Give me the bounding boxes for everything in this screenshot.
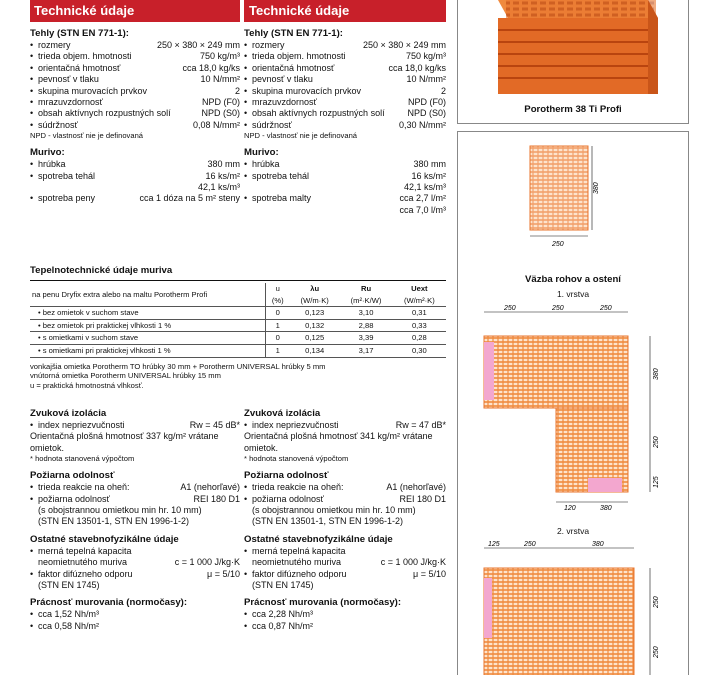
spec-row — [30, 546, 240, 557]
spec-value: 10 N/mm² — [200, 74, 240, 85]
table-notes — [30, 362, 446, 391]
col-unit: (%) — [265, 295, 290, 307]
spec-label — [30, 182, 38, 193]
spec-label: • hrúbka — [30, 159, 66, 170]
cell: 1 — [265, 319, 290, 332]
spec-row — [244, 120, 446, 131]
table-row — [30, 332, 446, 345]
spec-value: 2 — [440, 85, 446, 96]
spec-label: • trieda objem. hmotnosti — [30, 51, 132, 62]
fire-text: (s obojstrannou omietkou min hr. 10 mm) — [252, 505, 416, 516]
thermal-table — [30, 283, 446, 358]
spec-row — [244, 40, 446, 51]
dim-label: 380 — [653, 368, 660, 380]
col-unit: (m²·K/W) — [350, 295, 382, 305]
spec-value: Rw = 45 dB* — [189, 420, 240, 430]
dim-label: 250 — [504, 305, 516, 312]
brick-plan-drawing — [458, 132, 688, 262]
spec-value: 0,30 N/mm² — [398, 119, 446, 130]
dim-label: 250 — [653, 596, 660, 608]
spec-value: 250 × 380 × 249 mm — [156, 40, 240, 50]
spec-value: A1 (nehorľavé) — [180, 482, 240, 493]
table-note: vnútorná omietka Porotherm UNIVERSAL hrúbky 15 mm — [30, 371, 221, 381]
dim-label: 250 — [600, 305, 612, 312]
spec-value: cca 2,7 l/m² — [399, 193, 446, 204]
fire-title: Požiarna odolnosť — [30, 470, 115, 482]
spec-label: • spotreba tehál — [244, 171, 309, 182]
spec-row — [30, 482, 240, 493]
drawings-panel — [457, 131, 689, 675]
labor-value: • cca 0,58 Nh/m² — [30, 621, 99, 632]
spec-label: • faktor difúzneho odporu — [244, 569, 347, 580]
dim-label: 250 — [653, 646, 660, 658]
col-header: λu — [310, 284, 320, 293]
sound-text: Orientačná plošná hmotnosť 337 kg/m² vrátane omietok. — [30, 431, 219, 453]
spec-row — [244, 420, 446, 431]
spec-value: cca 1 dóza na 5 m² steny — [139, 193, 240, 204]
sound-title: Zvuková izolácia — [30, 408, 107, 419]
spec-value: μ = 5/10 — [207, 568, 240, 579]
bricks-title: Tehly (STN EN 771-1): — [244, 28, 343, 39]
spec-label: • hrúbka — [244, 159, 280, 170]
dim-label: 125 — [653, 476, 660, 488]
section-header: Technické údaje — [30, 0, 240, 22]
spec-label: • požiarna odolnosť — [244, 494, 324, 505]
spec-label: • orientačná hmotnosť — [244, 63, 334, 74]
spec-value: NPD (S0) — [407, 108, 446, 119]
table-row — [30, 307, 446, 320]
spec-value: 380 mm — [413, 159, 446, 170]
spec-row — [30, 182, 240, 193]
spec-label: • faktor difúzneho odporu — [30, 569, 133, 580]
cell: 0 — [265, 307, 290, 320]
cell: 0,123 — [290, 307, 339, 320]
spec-row — [30, 74, 240, 85]
col-header: Ru — [360, 284, 372, 293]
layer-2-drawing — [458, 538, 688, 675]
spec-row — [30, 51, 240, 62]
spec-value: 250 × 380 × 249 mm — [362, 40, 446, 50]
bricks-list — [244, 40, 446, 131]
table-row — [30, 319, 446, 332]
spec-label: • mrazuvzdornosť — [244, 97, 317, 108]
dim-label: 250 — [653, 436, 660, 448]
spec-row — [244, 97, 446, 108]
row-label: • s omietkami pri praktickej vlhkosti 1 % — [30, 344, 265, 357]
corner-title: Väzba rohov a ostení — [525, 274, 621, 285]
spec-label: • spotreba tehál — [30, 171, 95, 182]
labor-value: • cca 2,28 Nh/m³ — [244, 609, 313, 620]
labor-title: Prácnosť murovania (normočasy): — [30, 597, 188, 609]
table-note: u = praktická hmotnostná vlhkosť. — [30, 381, 144, 391]
fire-title: Požiarna odolnosť — [244, 470, 329, 482]
spec-label: neomietnutého muriva — [38, 557, 128, 568]
table-row — [30, 344, 446, 357]
dim-label: 120 — [564, 505, 576, 512]
dim-label-380: 380 — [593, 182, 600, 194]
spec-row — [30, 193, 240, 204]
spec-value: 750 kg/m³ — [199, 51, 240, 62]
cell: 0 — [265, 332, 290, 345]
spec-value: 16 ks/m² — [205, 170, 240, 181]
spec-row — [30, 171, 240, 182]
spec-value: NPD (F0) — [408, 97, 446, 108]
spec-row — [244, 51, 446, 62]
cell: 2,88 — [339, 319, 392, 332]
spec-label: • trieda reakcie na oheň: — [244, 482, 344, 493]
spec-label: • súdržnosť — [30, 120, 78, 131]
masonry-list — [30, 159, 240, 205]
spec-value: REI 180 D1 — [399, 493, 446, 504]
labor-value: • cca 1,52 Nh/m³ — [30, 609, 99, 620]
npd-note: NPD - vlastnosť nie je definovaná — [244, 131, 358, 141]
spec-label: • pevnosť v tlaku — [244, 74, 313, 85]
cell: 0,33 — [393, 319, 446, 332]
spec-row — [244, 193, 446, 204]
sound-note: * hodnota stanovená výpočtom — [30, 454, 135, 464]
spec-label — [244, 182, 252, 193]
spec-label: • obsah aktívnych rozpustných solí — [30, 108, 171, 119]
thermal-table-title: Tepelnotechnické údaje muriva — [30, 265, 446, 281]
column-mortar — [244, 0, 446, 216]
spec-label: • trieda reakcie na oheň: — [30, 482, 130, 493]
spec-value: μ = 5/10 — [413, 568, 446, 579]
spec-label: • rozmery — [244, 40, 285, 51]
sound-text: Orientačná plošná hmotnosť 341 kg/m² vrátane omietok. — [244, 431, 433, 453]
row-label: • bez omietok pri praktickej vlhkosti 1 % — [30, 319, 265, 332]
spec-value: cca 18,0 kg/ks — [388, 62, 446, 73]
spec-value: 380 mm — [207, 159, 240, 170]
spec-row — [30, 40, 240, 51]
spec-label: • spotreba malty — [244, 193, 311, 204]
col-header: Uext — [411, 284, 428, 293]
spec-label — [244, 205, 252, 216]
row-label: • s omietkami v suchom stave — [30, 332, 265, 345]
layer-1-label: 1. vrstva — [556, 289, 590, 299]
col-unit: (W/m²·K) — [403, 295, 435, 305]
other-text: (STN EN 1745) — [252, 580, 314, 591]
dim-label: 250 — [552, 305, 564, 312]
spec-row — [30, 120, 240, 131]
table-note: vonkajšia omietka Porotherm TO hrúbky 30 mm + Porotherm UNIVERSAL hrúbky 5 mm — [30, 361, 326, 371]
spec-value: NPD (S0) — [201, 108, 240, 119]
drawings-column — [457, 0, 689, 675]
layer-1-drawing — [458, 302, 688, 512]
spec-label: • skupina murovacích prvkov — [244, 86, 361, 97]
spec-label: • obsah aktívnych rozpustných solí — [244, 108, 385, 119]
spec-row — [30, 420, 240, 431]
row-label: • bez omietok v suchom stave — [30, 307, 265, 320]
spec-value: REI 180 D1 — [193, 493, 240, 504]
spec-row — [244, 63, 446, 74]
col-unit: (W/m·K) — [300, 295, 329, 305]
lower-sections-dryfix — [30, 404, 240, 632]
thermal-table-section — [30, 265, 446, 391]
spec-row — [30, 63, 240, 74]
col-header: u — [265, 283, 290, 295]
spec-value: 0,08 N/mm² — [192, 119, 240, 130]
spec-row — [244, 546, 446, 557]
layer-2-label: 2. vrstva — [556, 526, 590, 536]
spec-row — [244, 569, 446, 580]
fire-text: (STN EN 13501-1, STN EN 1996-1-2) — [252, 516, 404, 527]
cell: 0,132 — [290, 319, 339, 332]
npd-note: NPD - vlastnosť nie je definovaná — [30, 131, 144, 141]
other-text: (STN EN 1745) — [38, 580, 100, 591]
spec-label: • orientačná hmotnosť — [30, 63, 120, 74]
spec-value: 2 — [234, 85, 240, 96]
cell: 0,28 — [393, 332, 446, 345]
spec-row — [244, 159, 446, 170]
sound-note: * hodnota stanovená výpočtom — [244, 454, 349, 464]
spec-row — [30, 494, 240, 505]
labor-row — [30, 609, 240, 620]
spec-value: NPD (F0) — [202, 97, 240, 108]
spec-label: • mrazuvzdornosť — [30, 97, 103, 108]
spec-label: • požiarna odolnosť — [30, 494, 110, 505]
spec-label: • pevnosť v tlaku — [30, 74, 99, 85]
spec-value: cca 7,0 l/m³ — [399, 204, 446, 215]
spec-row — [244, 482, 446, 493]
masonry-title: Murivo: — [30, 147, 65, 159]
fire-text: (STN EN 13501-1, STN EN 1996-1-2) — [38, 516, 190, 527]
brick-image — [458, 0, 688, 100]
dim-label-250: 250 — [552, 241, 564, 248]
cell: 3,39 — [339, 332, 392, 345]
spec-row — [30, 86, 240, 97]
cell: 0,125 — [290, 332, 339, 345]
bricks-list — [30, 40, 240, 131]
masonry-list — [244, 159, 446, 216]
spec-value: A1 (nehorľavé) — [386, 482, 446, 493]
spec-label: • trieda objem. hmotnosti — [244, 51, 346, 62]
cell: 3,10 — [339, 307, 392, 320]
spec-label: • spotreba peny — [30, 193, 95, 204]
spec-row — [30, 557, 240, 568]
spec-label: neomietnutého muriva — [252, 557, 342, 568]
spec-value: 10 N/mm² — [406, 74, 446, 85]
spec-row — [30, 569, 240, 580]
spec-row — [244, 494, 446, 505]
labor-value: • cca 0,87 Nh/m² — [244, 621, 313, 632]
spec-row — [244, 74, 446, 85]
spec-label: • index nepriezvučnosti — [244, 420, 339, 431]
cell: 0,134 — [290, 344, 339, 357]
bricks-title: Tehly (STN EN 771-1): — [30, 28, 129, 39]
other-title: Ostatné stavebnofyzikálne údaje — [244, 533, 393, 545]
other-title: Ostatné stavebnofyzikálne údaje — [30, 533, 179, 545]
spec-value: 42,1 ks/m³ — [403, 182, 446, 193]
spec-row — [30, 159, 240, 170]
cell: 0,31 — [393, 307, 446, 320]
dim-label: 125 — [488, 541, 500, 548]
spec-value: Rw = 47 dB* — [395, 420, 446, 430]
spec-value: c = 1 000 J/kg·K — [380, 557, 446, 568]
spec-row — [244, 205, 446, 216]
spec-label: • merná tepelná kapacita — [30, 546, 132, 557]
spec-value: 750 kg/m³ — [405, 51, 446, 62]
spec-value: 42,1 ks/m³ — [197, 182, 240, 193]
cell: 3,17 — [339, 344, 392, 357]
fire-text: (s obojstrannou omietkou min hr. 10 mm) — [38, 505, 202, 516]
spec-row — [244, 108, 446, 119]
dim-label: 250 — [524, 541, 536, 548]
masonry-title: Murivo: — [244, 147, 279, 159]
spec-value: c = 1 000 J/kg·K — [174, 557, 240, 568]
product-caption: Porotherm 38 Ti Profi — [524, 104, 622, 115]
spec-value: 16 ks/m² — [411, 170, 446, 181]
lower-sections-mortar — [244, 404, 446, 632]
table-subtitle: na penu Dryfix extra alebo na maltu Porotherm Profi — [32, 289, 208, 299]
column-dryfix — [30, 0, 240, 205]
spec-row — [244, 86, 446, 97]
dim-label: 380 — [600, 505, 612, 512]
spec-row — [244, 182, 446, 193]
spec-label: • skupina murovacích prvkov — [30, 86, 147, 97]
section-header: Technické údaje — [244, 0, 446, 22]
spec-label: • súdržnosť — [244, 120, 292, 131]
labor-row — [244, 621, 446, 632]
spec-label: • rozmery — [30, 40, 71, 51]
labor-row — [244, 609, 446, 620]
spec-row — [244, 557, 446, 568]
spec-row — [30, 97, 240, 108]
dim-label: 380 — [592, 541, 604, 548]
cell: 0,30 — [393, 344, 446, 357]
spec-value: cca 18,0 kg/ks — [182, 62, 240, 73]
cell: 1 — [265, 344, 290, 357]
labor-title: Prácnosť murovania (normočasy): — [244, 597, 402, 609]
spec-row — [244, 171, 446, 182]
spec-row — [30, 108, 240, 119]
labor-row — [30, 621, 240, 632]
sound-title: Zvuková izolácia — [244, 408, 321, 419]
spec-label: • merná tepelná kapacita — [244, 546, 346, 557]
spec-label: • index nepriezvučnosti — [30, 420, 125, 431]
